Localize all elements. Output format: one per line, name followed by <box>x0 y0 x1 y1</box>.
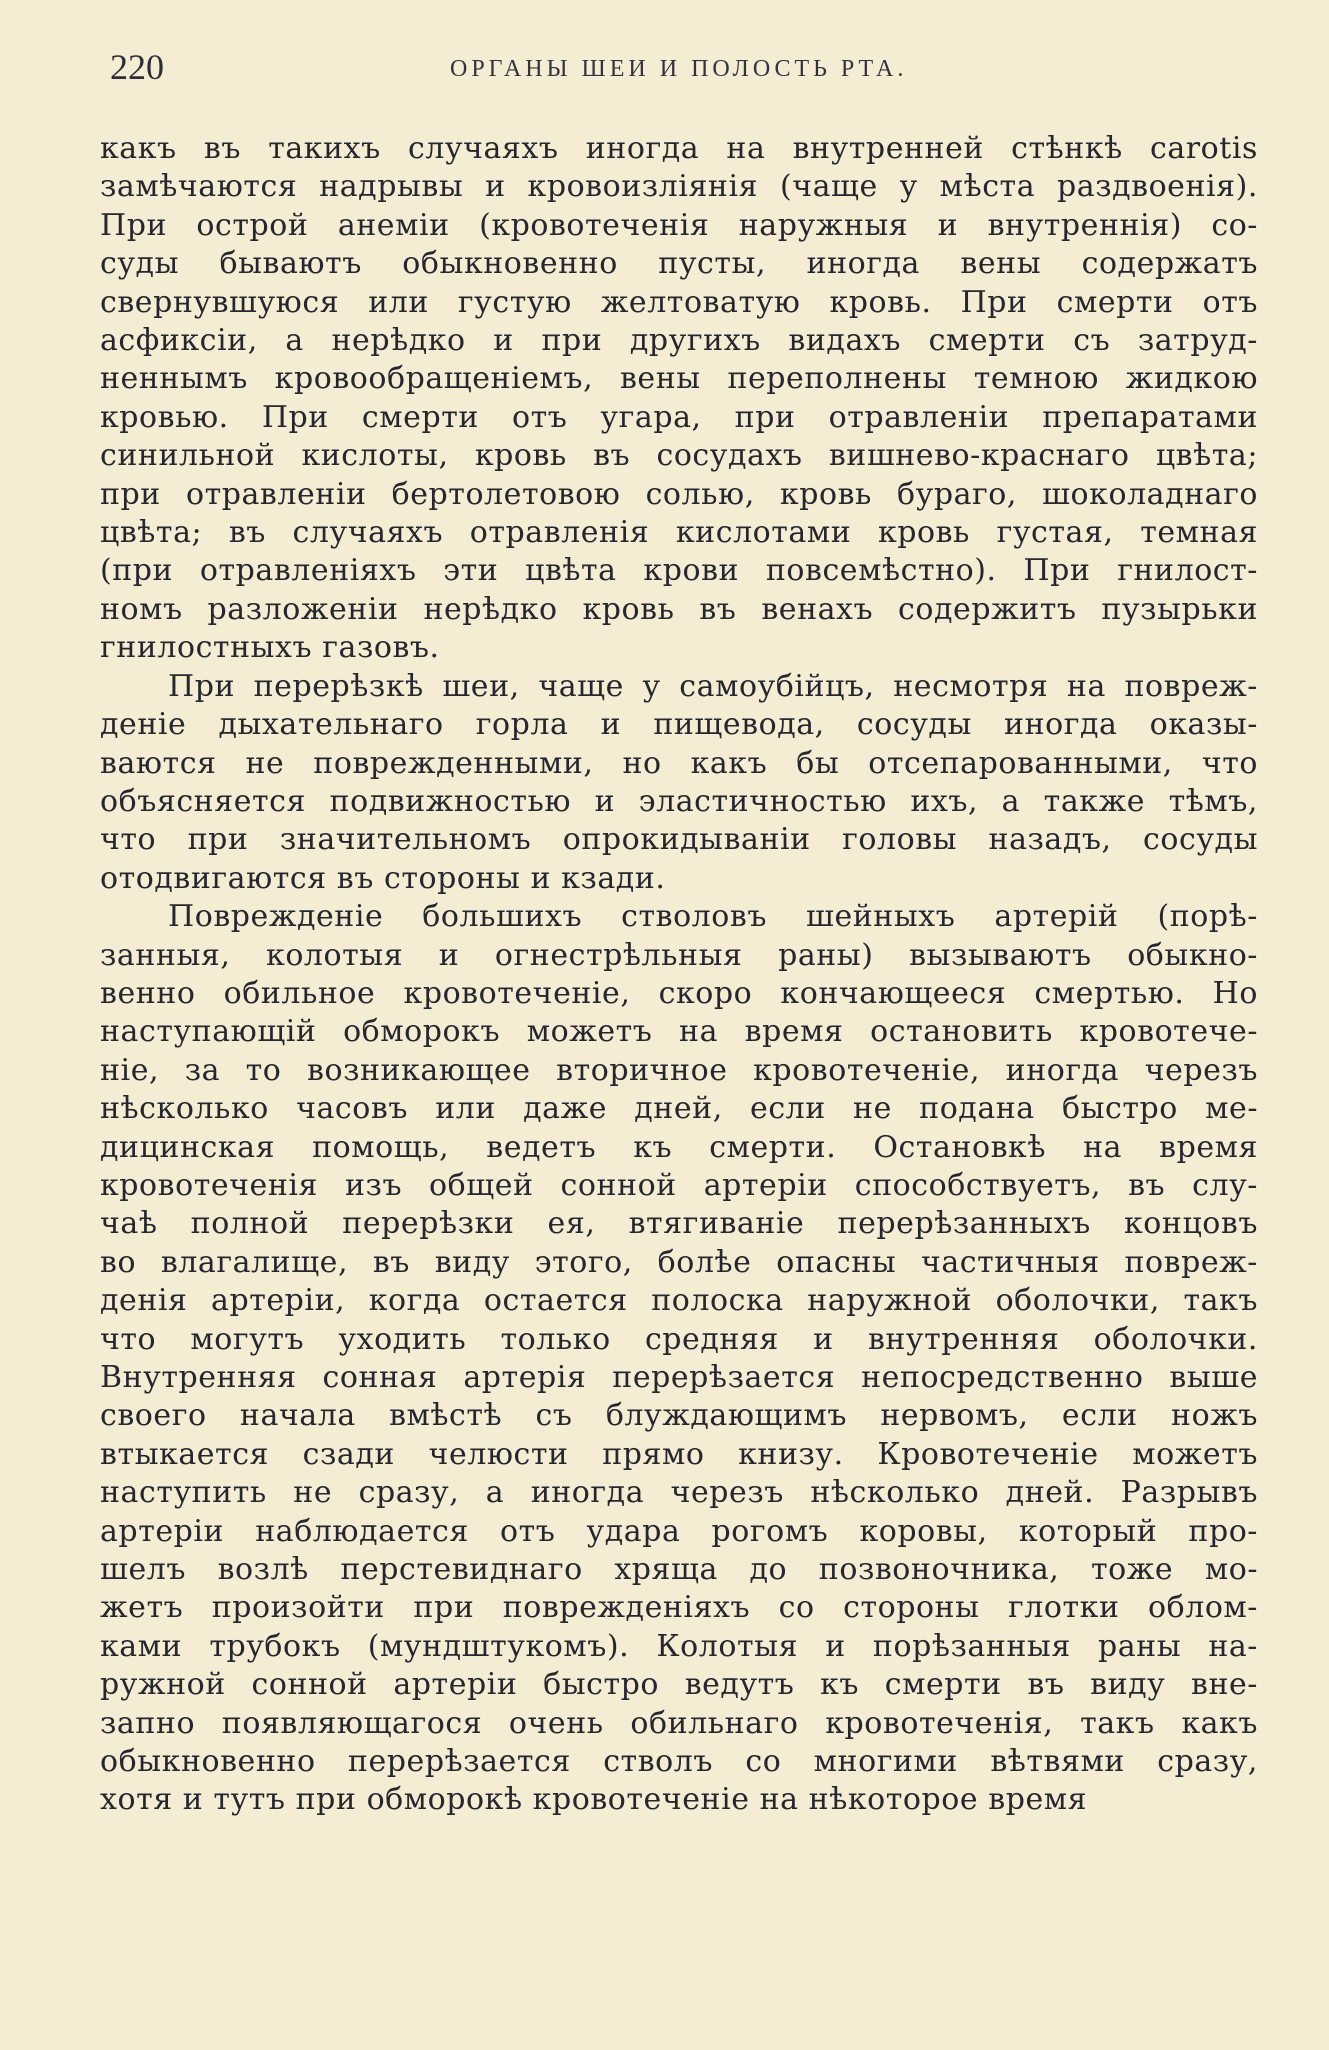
text-line: Внутренняя сонная артерія перерѣзается непосредственно выше <box>100 1360 1258 1395</box>
body-text <box>100 130 1258 1820</box>
text-line: запно появляющагося очень обильнаго кровотеченія, такъ какъ <box>100 1705 1258 1741</box>
text-line: дицинская помощь, ведетъ къ смерти. Остановкѣ на время <box>100 1129 1258 1165</box>
text-line: наступить не сразу, а иногда черезъ нѣсколько дней. Разрывъ <box>100 1475 1258 1511</box>
text-line: замѣчаются надрывы и кровоизліянія (чаще у мѣста раздвоенія). <box>100 169 1258 205</box>
text-line: объясняется подвижностью и эластичностью ихъ, а также тѣмъ, <box>100 783 1258 819</box>
text-line: свернувшуюся или густую желтоватую кровь. При смерти отъ <box>100 284 1258 320</box>
text-line: хотя и тутъ при обморокѣ кровотеченіе на нѣкоторое время <box>100 1782 1088 1818</box>
text-line: кровью. При смерти отъ угара, при отравленіи препаратами <box>100 399 1258 435</box>
text-line: Поврежденіе большихъ стволовъ шейныхъ артерій (порѣ- <box>168 899 1258 935</box>
text-line: ніе, за то возникающее вторичное кровотеченіе, иногда черезъ <box>100 1052 1258 1088</box>
paragraph <box>100 130 1258 668</box>
text-line: кровотеченія изъ общей сонной артеріи способствуетъ, въ слу- <box>100 1167 1258 1203</box>
text-line: венно обильное кровотеченіе, скоро кончающееся смертью. Но <box>100 975 1258 1011</box>
text-line: ками трубокъ (мундштукомъ). Колотыя и порѣзанныя раны на- <box>100 1628 1258 1664</box>
text-line: ружной сонной артеріи быстро ведутъ къ смерти въ виду вне- <box>100 1667 1258 1703</box>
text-line: нѣсколько часовъ или даже дней, если не подана быстро ме- <box>100 1091 1258 1127</box>
text-line: гнилостныхъ газовъ. <box>100 630 440 666</box>
text-line: наступающій обморокъ можетъ на время остановить кровотече- <box>100 1014 1258 1050</box>
text-line: отодвигаются въ стороны и кзади. <box>100 860 666 896</box>
text-line: При перерѣзкѣ шеи, чаще у самоубійцъ, несмотря на повреж- <box>168 668 1258 704</box>
text-line: шелъ возлѣ перстевиднаго хряща до позвоночника, тоже мо- <box>100 1552 1258 1588</box>
running-title: ОРГАНЫ ШЕИ И ПОЛОСТЬ РТА. <box>450 56 908 82</box>
book-page <box>100 44 1258 2024</box>
text-line: занныя, колотыя и огнестрѣльныя раны) вызываютъ обыкно- <box>100 937 1258 973</box>
text-line: суды бываютъ обыкновенно пусты, иногда вены содержатъ <box>100 246 1258 282</box>
text-line: цвѣта; въ случаяхъ отравленія кислотами кровь густая, темная <box>100 515 1258 551</box>
text-line: асфиксіи, а нерѣдко и при другихъ видахъ смерти съ затруд- <box>100 323 1258 359</box>
text-line: что при значительномъ опрокидываніи головы назадъ, сосуды <box>100 822 1258 858</box>
text-line: что могутъ уходить только средняя и внутренняя оболочки. <box>100 1321 1258 1357</box>
text-line: какъ въ такихъ случаяхъ иногда на внутренней стѣнкѣ carotis <box>100 131 1258 166</box>
text-line: При острой анеміи (кровотеченія наружныя и внутреннія) со- <box>100 207 1258 243</box>
text-line: чаѣ полной перерѣзки ея, втягиваніе перерѣзанныхъ концовъ <box>100 1206 1258 1242</box>
paragraph <box>100 898 1258 1820</box>
running-head <box>100 44 1258 96</box>
text-line: денія артеріи, когда остается полоска наружной оболочки, такъ <box>100 1283 1258 1319</box>
text-line: неннымъ кровообращеніемъ, вены переполнены темною жидкою <box>100 361 1258 397</box>
text-line: во влагалище, въ виду этого, болѣе опасны частичныя повреж- <box>100 1244 1258 1280</box>
text-line: своего начала вмѣстѣ съ блуждающимъ нервомъ, если ножъ <box>100 1398 1258 1434</box>
paragraph <box>100 668 1258 898</box>
text-line: номъ разложеніи нерѣдко кровь въ венахъ содержитъ пузырьки <box>100 591 1258 627</box>
text-line: жетъ произойти при поврежденіяхъ со стороны глотки облом- <box>100 1590 1258 1626</box>
text-line: втыкается сзади челюсти прямо книзу. Кровотеченіе можетъ <box>100 1436 1258 1472</box>
text-line: обыкновенно перерѣзается стволъ со многими вѣтвями сразу, <box>100 1744 1258 1780</box>
text-line: (при отравленіяхъ эти цвѣта крови повсемѣстно). При гнилост- <box>100 553 1258 589</box>
text-line: при отравленіи бертолетовою солью, кровь бураго, шоколаднаго <box>100 476 1258 512</box>
page-number: 220 <box>110 47 164 87</box>
text-line: деніе дыхательнаго горла и пищевода, сосуды иногда оказы- <box>100 707 1258 743</box>
text-line: артеріи наблюдается отъ удара рогомъ коровы, который про- <box>100 1513 1258 1549</box>
text-line: синильной кислоты, кровь въ сосудахъ вишнево-краснаго цвѣта; <box>100 438 1258 474</box>
text-line: ваются не поврежденными, но какъ бы отсепарованными, что <box>100 745 1258 781</box>
